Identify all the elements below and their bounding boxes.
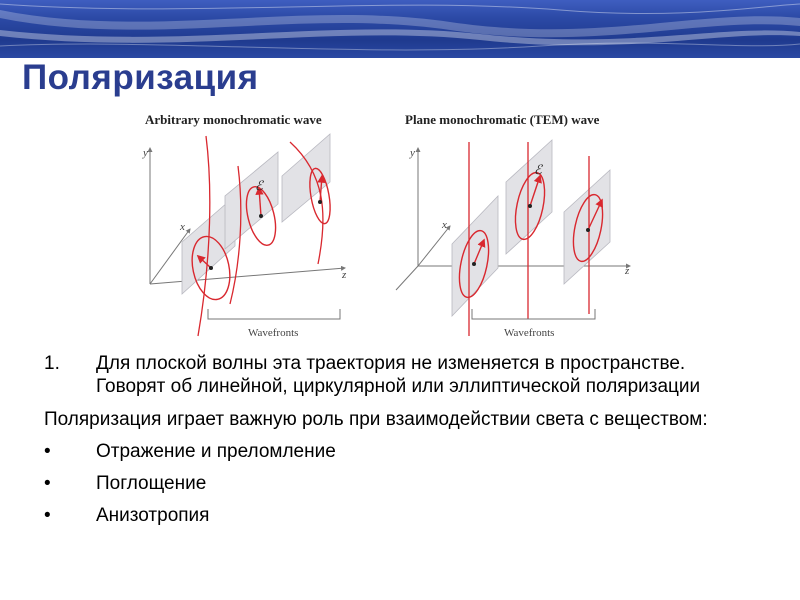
list-item <box>44 472 744 495</box>
left-wavefronts-bracket <box>208 309 340 339</box>
right-wavefront-planes <box>452 140 610 316</box>
list-item <box>44 440 744 463</box>
banner-wave-decoration <box>0 0 800 58</box>
polarization-figure <box>120 104 650 344</box>
header-banner <box>0 0 800 58</box>
bullet-marker: • <box>44 505 51 526</box>
polarization-diagram <box>120 104 650 344</box>
right-panel-title: Plane monochromatic (TEM) wave <box>405 112 600 127</box>
right-field-label: ℰ <box>534 162 542 177</box>
left-wavefronts-label: Wavefronts <box>248 327 299 339</box>
paragraph: Поляризация играет важную роль при взаимодействии света с веществом: <box>44 409 708 430</box>
left-panel-title: Arbitrary monochromatic wave <box>145 112 322 127</box>
right-x-axis-label: x <box>442 219 447 231</box>
right-wavefronts-label: Wavefronts <box>504 327 555 339</box>
slide-title: Поляризация <box>22 58 259 97</box>
right-wavefront-3 <box>564 170 610 284</box>
bullet-marker: • <box>44 441 51 462</box>
slide-body <box>44 352 744 536</box>
bullet-marker: • <box>44 473 51 494</box>
left-x-axis-label: x <box>180 221 185 233</box>
left-z-axis-label: z <box>342 269 347 281</box>
numbered-item-text: Для плоской волны эта траектория не изменяется в пространстве. Говорят об линейной, циркулярной или эллиптической поляризации <box>96 353 701 397</box>
left-wavefront-2 <box>225 152 278 249</box>
bullet-text: Анизотропия <box>96 505 210 526</box>
right-y-axis-label: y <box>410 147 415 159</box>
right-z-axis-label: z <box>625 265 630 277</box>
bullet-text: Отражение и преломление <box>96 441 336 462</box>
bullet-text: Поглощение <box>96 473 207 494</box>
right-wavefronts-bracket <box>472 309 595 339</box>
list-item <box>44 504 744 527</box>
right-wavefront-1 <box>452 196 498 316</box>
left-wavefront-planes <box>182 134 330 294</box>
list-number: 1. <box>44 353 60 374</box>
left-field-label: ℰ <box>255 178 263 193</box>
numbered-item <box>44 352 744 398</box>
left-y-axis-label: y <box>143 147 148 159</box>
